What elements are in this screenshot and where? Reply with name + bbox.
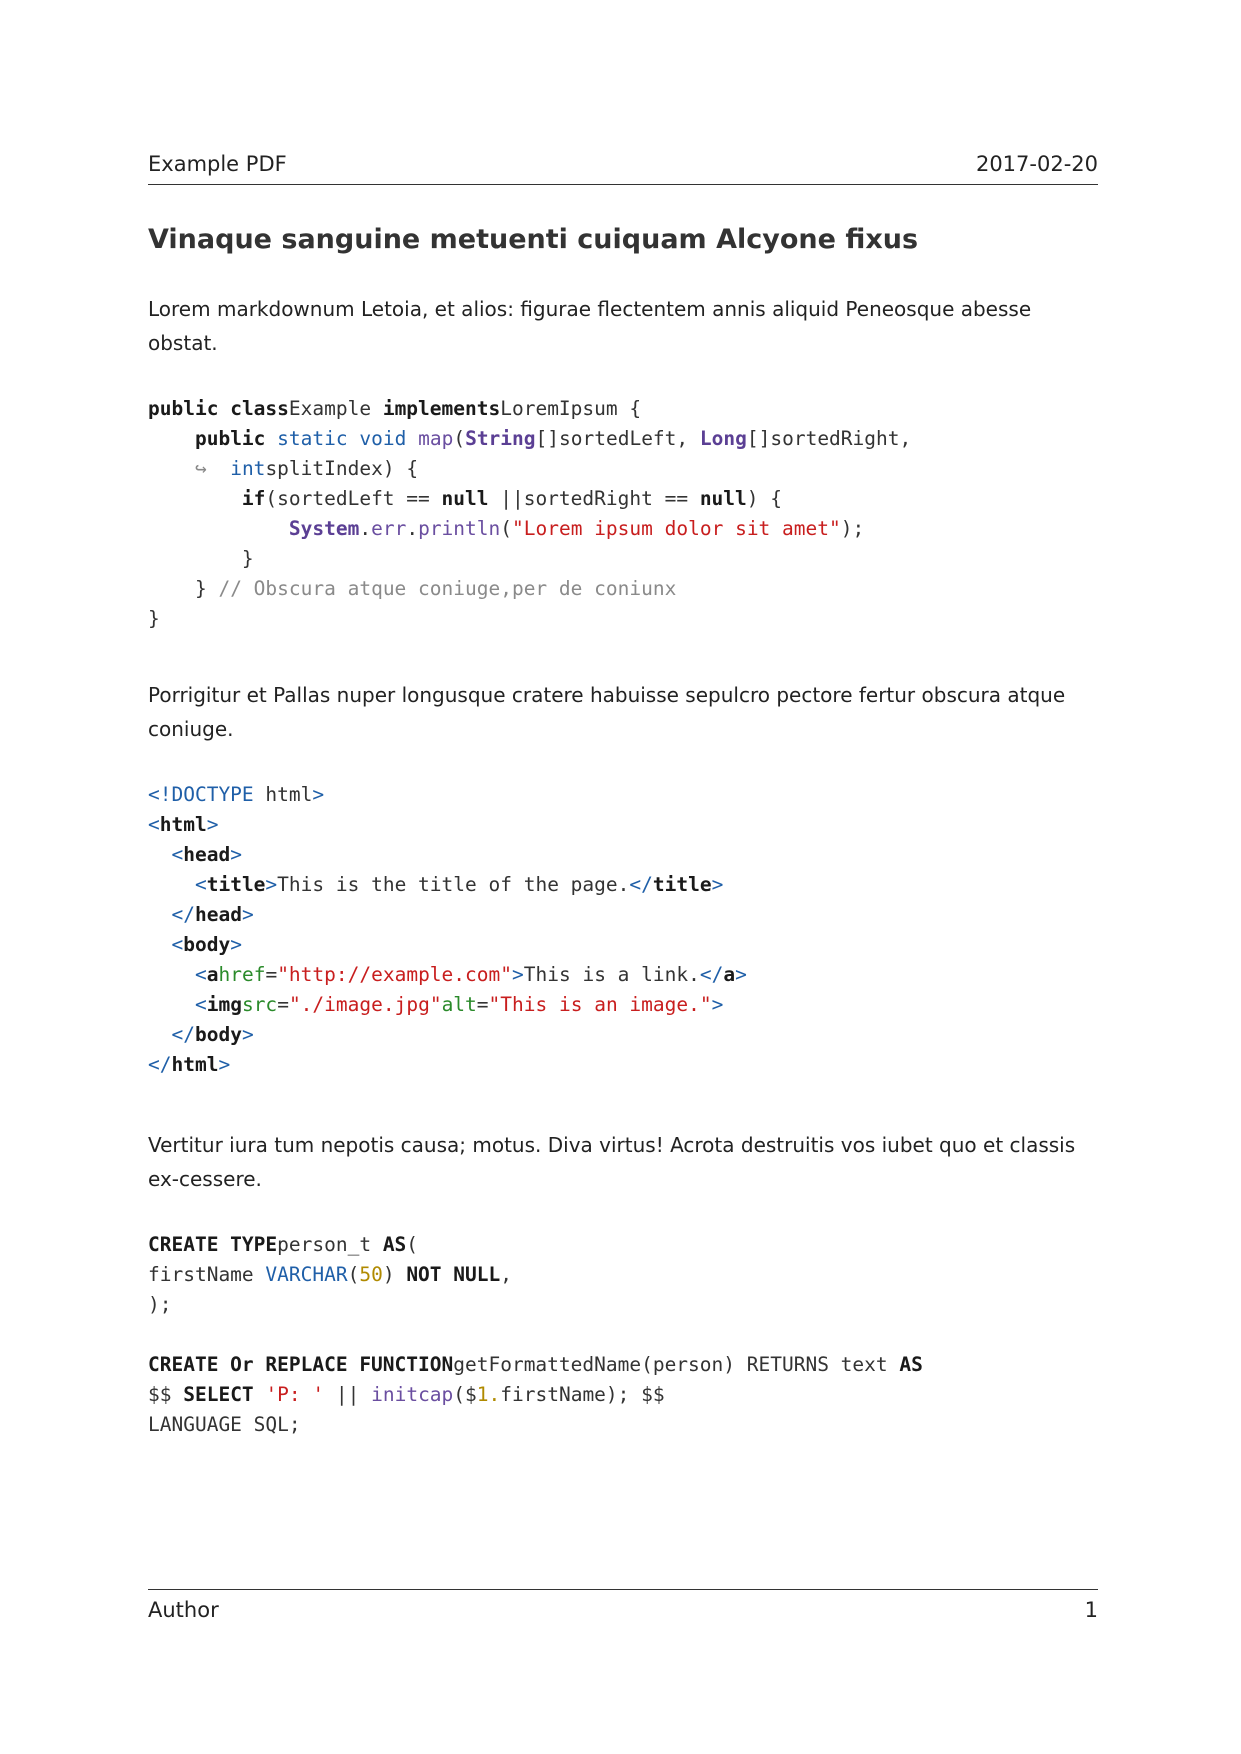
code-line: </head> [171, 903, 254, 926]
code-line: </html> [148, 1053, 231, 1076]
code-line: LANGUAGE SQL; [148, 1413, 301, 1436]
header-document-title: Example PDF [148, 152, 287, 176]
code-line: firstName VARCHAR(50) NOT NULL, [148, 1263, 512, 1286]
code-line: } [148, 547, 254, 570]
code-line: } [148, 607, 160, 630]
code-line: System.err.println("Lorem ipsum dolor sit amet"); [288, 517, 865, 540]
code-line: <html> [148, 813, 219, 836]
code-line: </body> [171, 1023, 254, 1046]
code-line: <imgsrc="./image.jpg"alt="This is an image."> [194, 993, 724, 1016]
code-line: <title>This is the title of the page.</title> [194, 873, 724, 896]
code-line: public classExample implementsLoremIpsum { [148, 397, 642, 420]
code-line: ↪ intsplitIndex) { [194, 457, 419, 480]
code-line: <body> [171, 933, 242, 956]
footer-author: Author [148, 1598, 219, 1622]
code-line: if(sortedLeft == null ||sortedRight == null) { [241, 487, 783, 510]
header-date: 2017-02-20 [975, 152, 1098, 176]
page-header [148, 150, 1098, 185]
code-line: CREATE Or REPLACE FUNCTIONgetFormattedName(person) RETURNS text AS [148, 1353, 923, 1376]
line-wrap-arrow-icon: ↪ [194, 457, 207, 480]
code-line: public static void map(String[]sortedLeft, Long[]sortedRight, [194, 427, 912, 450]
code-line: <ahref="http://example.com">This is a link.</a> [194, 963, 747, 986]
code-line: ); [148, 1293, 172, 1316]
code-block-java [148, 394, 1098, 634]
code-block-html [148, 780, 1098, 1080]
code-line: <!DOCTYPE html> [148, 783, 325, 806]
paragraph-1: Lorem markdownum Letoia, et alios: figurae flectentem annis aliquid Peneosque abesse obstat. [148, 297, 1032, 355]
paragraph-3: Vertitur iura tum nepotis causa; motus. Diva virtus! Acrota destruitis vos iubet quo et classis ex-cessere. [148, 1133, 1076, 1191]
section-heading: Vinaque sanguine metuenti cuiquam Alcyone fixus [148, 224, 919, 255]
paragraph-2: Porrigitur et Pallas nuper longusque cratere habuisse sepulcro pectore fertur obscura atque coniuge. [148, 683, 1066, 741]
footer-page-number: 1 [1084, 1598, 1098, 1622]
page-footer [148, 1589, 1098, 1632]
code-block-sql [148, 1230, 1098, 1440]
code-line: } // Obscura atque coniuge,per de coniunx [148, 577, 677, 600]
code-line: CREATE TYPEperson_t AS( [148, 1233, 419, 1256]
document-body [148, 218, 1098, 1440]
code-line: <head> [171, 843, 242, 866]
code-line: $$ SELECT 'P: ' || initcap($1.firstName); $$ [148, 1383, 665, 1406]
